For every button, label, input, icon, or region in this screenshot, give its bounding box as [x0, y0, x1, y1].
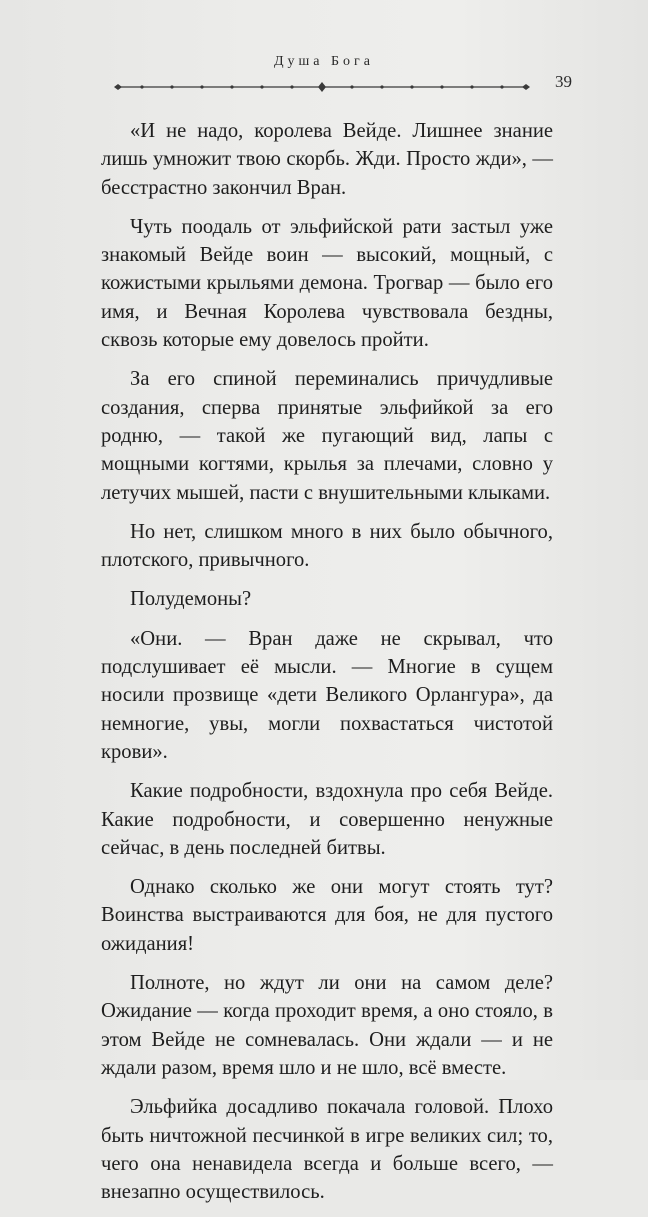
page-number: 39: [555, 72, 572, 91]
paragraph: «Они. — Вран даже не скрывал, что подслушивает её мысли. — Многие в сущем носили прозвище «дети Великого Орлангура», да немногие, увы, могли похвастаться чистотой крови».: [101, 627, 553, 763]
running-head-title: Душа Бога: [273, 54, 375, 69]
body-text: [101, 117, 553, 1217]
paragraph: Полудемоны?: [130, 588, 252, 611]
paragraph: Эльфийка досадливо покачала головой. Плохо быть ничтожной песчинкой в игре великих сил; то, чего она ненавидела всегда и больше всего, — внезапно осуществилось.: [101, 1096, 553, 1204]
paragraph: Полноте, но ждут ли они на самом деле? Ожидание — когда проходит время, а оно стояло, в этом Вейде не сомневалась. Они ждали — и не ждали разом, время шло и не шло, всё вместе.: [101, 972, 553, 1079]
paragraph: «И не надо, королева Вейде. Лишнее знание лишь умножит твою скорбь. Жди. Просто жди», — бесстрастно закончил Вран.: [101, 120, 553, 199]
paragraph: За его спиной переминались причудливые создания, сперва принятые эльфийкой за его родню, — такой же пугающий вид, лапы с мощными когтями, крылья за плечами, словно у летучих мышей, пасти с внушительными клыками.: [101, 368, 553, 504]
paragraph: Однако сколько же они могут стоять тут? Воинства выстраиваются для боя, не для пустого ожидания!: [101, 876, 553, 955]
paragraph: Чуть поодаль от эльфийской рати застыл уже знакомый Вейде воин — высокий, мощный, с кожистыми крыльями демона. Трогвар — было его имя, и Вечная Королева чувствовала бездны, сквозь которые ему довелось пройти.: [101, 215, 553, 352]
paragraph: Но нет, слишком много в них было обычного, плотского, привычного.: [101, 520, 553, 572]
decorative-rule-ornament: [112, 80, 532, 94]
paragraph: Какие подробности, вздохнула про себя Вейде. Какие подробности, и совершенно ненужные сейчас, в день последней битвы.: [101, 780, 553, 859]
